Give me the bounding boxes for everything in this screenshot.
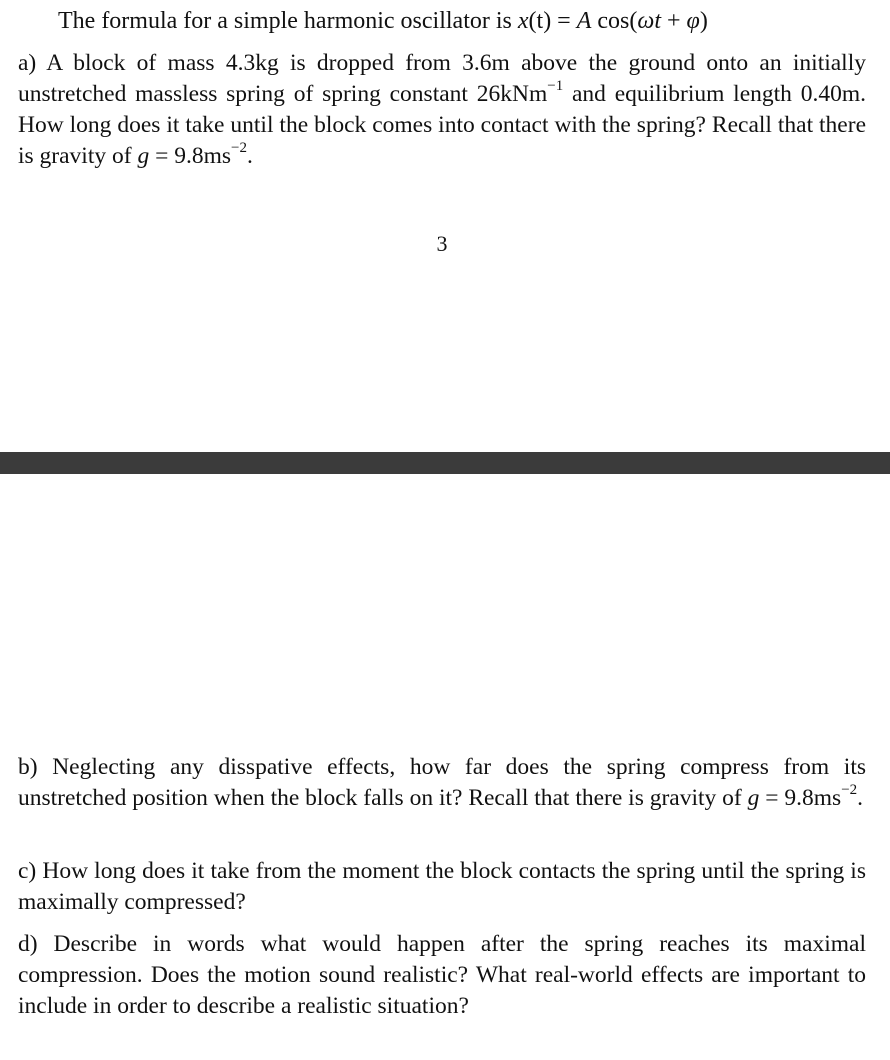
question-b-text1: b) Neglecting any disspative effects, how far does the spring compress from its unstretched position when the block falls on it? Recall that there is gravity of xyxy=(18,754,866,811)
formula-phi: φ xyxy=(686,8,700,34)
formula-t: (t) = xyxy=(528,8,577,34)
formula-plus: + xyxy=(661,8,687,34)
question-b xyxy=(18,752,866,814)
formula-amplitude: A xyxy=(576,8,592,34)
question-a xyxy=(18,48,866,172)
question-a-sup1: −1 xyxy=(547,78,564,95)
question-a-text4: . xyxy=(246,143,253,169)
question-b-text2: = 9.8ms xyxy=(759,785,842,811)
question-b-g: g xyxy=(747,785,760,811)
formula-omega-t: ωt xyxy=(637,8,661,34)
question-b-text3: . xyxy=(857,785,864,811)
question-b-sup: −2 xyxy=(841,782,858,799)
question-c: c) How long does it take from the moment the block contacts the spring until the spring is maximally compressed? xyxy=(18,858,866,915)
question-a-text2: and equilibrium length 0.40m. How long does it take until the block comes into contact with the spring? Recall that there is gravity of xyxy=(18,81,866,169)
intro-text: The formula for a simple harmonic oscillator is xyxy=(58,8,518,34)
page-separator xyxy=(0,452,890,474)
formula-close: ) xyxy=(699,8,708,34)
question-a-text1: a) A block of mass 4.3kg is dropped from 3.6m above the ground onto an initially unstretched massless spring of spring constant 26kNm xyxy=(18,50,866,107)
question-a-g: g xyxy=(137,143,150,169)
formula-x: x xyxy=(517,8,529,34)
question-a-text3: = 9.8ms xyxy=(149,143,232,169)
question-a-sup2: −2 xyxy=(231,140,247,157)
page-number: 3 xyxy=(436,231,448,256)
intro-line xyxy=(58,6,878,37)
formula-cos: cos( xyxy=(591,8,638,34)
question-d: d) Describe in words what would happen after the spring reaches its maximal compression. Does the motion sound realistic? What real-world effects are important to include in order to describe a realistic situation? xyxy=(18,931,866,1019)
page-3 xyxy=(0,0,890,452)
